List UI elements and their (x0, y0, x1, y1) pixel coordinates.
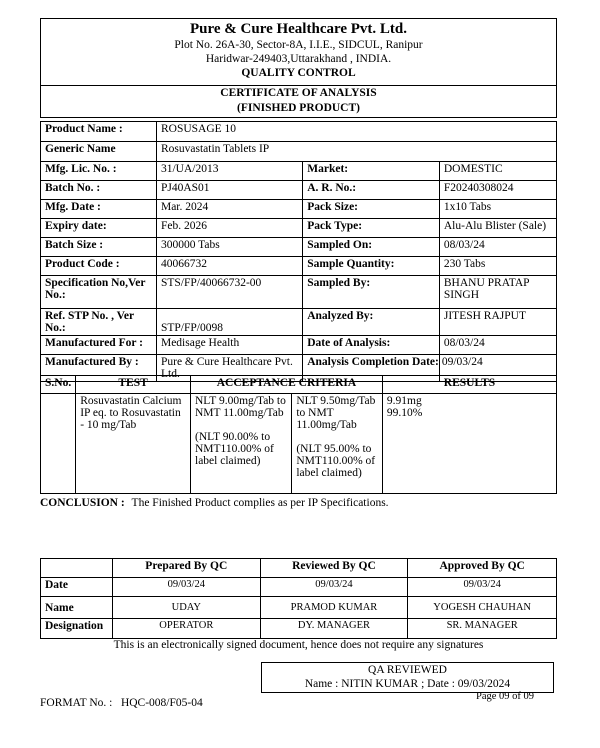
prepared-name: UDAY (112, 597, 260, 619)
conclusion-label: CONCLUSION : (40, 497, 125, 509)
signoff-table (40, 558, 557, 639)
value: 31/UA/2013 (156, 162, 302, 181)
criteria-range: NLT 9.00mg/Tab to NMT 11.00mg/Tab (195, 395, 286, 419)
criteria-cell-2 (292, 394, 383, 494)
esign-note: This is an electronically signed document, hence does not require any signatures (113, 639, 484, 651)
test-cell: Rosuvastatin Calcium IP eq. to Rosuvastatin - 10 mg/Tab (76, 394, 191, 494)
label: Batch No. : (41, 181, 157, 200)
certificate-subtitle: (FINISHED PRODUCT) (237, 102, 360, 114)
address-line-1: Plot No. 26A-30, Sector-8A, I.I.E., SIDCUL, Ranipur (174, 39, 423, 51)
prepared-designation: OPERATOR (112, 619, 260, 639)
conclusion-text: The Finished Product complies as per IP Specifications. (131, 497, 389, 509)
blank-cell (41, 559, 113, 578)
label: Product Name : (41, 122, 157, 142)
value: 08/03/24 (439, 238, 556, 257)
department: QUALITY CONTROL (241, 67, 356, 79)
approved-designation: SR. MANAGER (408, 619, 557, 639)
value: DOMESTIC (439, 162, 556, 181)
label: Date of Analysis: (303, 336, 440, 355)
label: Manufactured For : (41, 336, 157, 355)
value: JITESH RAJPUT (439, 309, 556, 336)
value: 230 Tabs (439, 257, 556, 276)
value: 09/03/24 (439, 355, 556, 382)
reviewed-designation: DY. MANAGER (260, 619, 408, 639)
criteria-range: NLT 9.50mg/Tab to NMT 11.00mg/Tab (296, 395, 376, 431)
qa-reviewed-title: QA REVIEWED (368, 664, 447, 676)
label: A. R. No.: (303, 181, 440, 200)
row-label: Date (41, 578, 113, 597)
certificate-title: CERTIFICATE OF ANALYSIS (220, 87, 377, 99)
results-cell (382, 394, 556, 494)
value: STS/FP/40066732-00 (156, 276, 302, 309)
conclusion (40, 497, 560, 509)
value: 08/03/24 (439, 336, 556, 355)
value: STP/FP/0098 (156, 309, 302, 336)
value: 40066732 (156, 257, 302, 276)
label: Expiry date: (41, 219, 157, 238)
label: Ref. STP No. , Ver No.: (41, 309, 157, 336)
row-label: Name (41, 597, 113, 619)
product-info-table (40, 121, 557, 382)
prepared-date: 09/03/24 (112, 578, 260, 597)
column-header: RESULTS (382, 376, 556, 394)
value: Alu-Alu Blister (Sale) (439, 219, 556, 238)
value: PJ40AS01 (156, 181, 302, 200)
value: Rosuvastatin Tablets IP (156, 142, 556, 162)
approved-header: Approved By QC (408, 559, 557, 578)
label: Mfg. Lic. No. : (41, 162, 157, 181)
label: Mfg. Date : (41, 200, 157, 219)
value: F20240308024 (439, 181, 556, 200)
label: Generic Name (41, 142, 157, 162)
approved-name: YOGESH CHAUHAN (408, 597, 557, 619)
approved-date: 09/03/24 (408, 578, 557, 597)
reviewed-date: 09/03/24 (260, 578, 408, 597)
result-value: 9.91mg (386, 395, 422, 407)
label: Pack Size: (303, 200, 440, 219)
page-number: Page 09 of 09 (476, 691, 535, 702)
label: Sampled On: (303, 238, 440, 257)
value: 1x10 Tabs (439, 200, 556, 219)
label: Product Code : (41, 257, 157, 276)
value: Pure & Cure Healthcare Pvt. Ltd. (156, 355, 302, 382)
column-header: TEST (76, 376, 191, 394)
label: Batch Size : (41, 238, 157, 257)
value: Medisage Health (156, 336, 302, 355)
value: ROSUSAGE 10 (156, 122, 556, 142)
value: 300000 Tabs (156, 238, 302, 257)
value: Mar. 2024 (156, 200, 302, 219)
label: Market: (303, 162, 440, 181)
prepared-header: Prepared By QC (112, 559, 260, 578)
label: Analysis Completion Date: (303, 355, 440, 382)
reviewed-header: Reviewed By QC (260, 559, 408, 578)
label: Specification No,Ver No.: (41, 276, 157, 309)
column-header: ACCEPTANCE CRITERIA (191, 376, 383, 394)
address-line-2: Haridwar-249403,Uttarakhand , INDIA. (205, 53, 392, 65)
value: BHANU PRATAP SINGH (439, 276, 556, 309)
sno-cell (41, 394, 76, 494)
test-results-table (40, 375, 557, 494)
reviewed-name: PRAMOD KUMAR (260, 597, 408, 619)
qa-reviewer: Name : NITIN KUMAR ; Date : 09/03/2024 (304, 678, 511, 690)
criteria-percent: (NLT 95.00% to NMT110.00% of label claimed) (296, 443, 376, 479)
company-name: Pure & Cure Healthcare Pvt. Ltd. (189, 21, 408, 37)
result-percent: 99.10% (386, 407, 423, 419)
format-number: FORMAT No. : HQC-008/F05-04 (40, 697, 203, 709)
criteria-percent: (NLT 90.00% to NMT110.00% of label claimed) (195, 431, 274, 467)
criteria-cell-1 (191, 394, 292, 494)
label: Pack Type: (303, 219, 440, 238)
value: Feb. 2026 (156, 219, 302, 238)
label: Analyzed By: (303, 309, 440, 336)
label: Manufactured By : (41, 355, 157, 382)
row-label: Designation (41, 619, 113, 639)
column-header: S.No. (41, 376, 76, 394)
label: Sample Quantity: (303, 257, 440, 276)
label: Sampled By: (303, 276, 440, 309)
